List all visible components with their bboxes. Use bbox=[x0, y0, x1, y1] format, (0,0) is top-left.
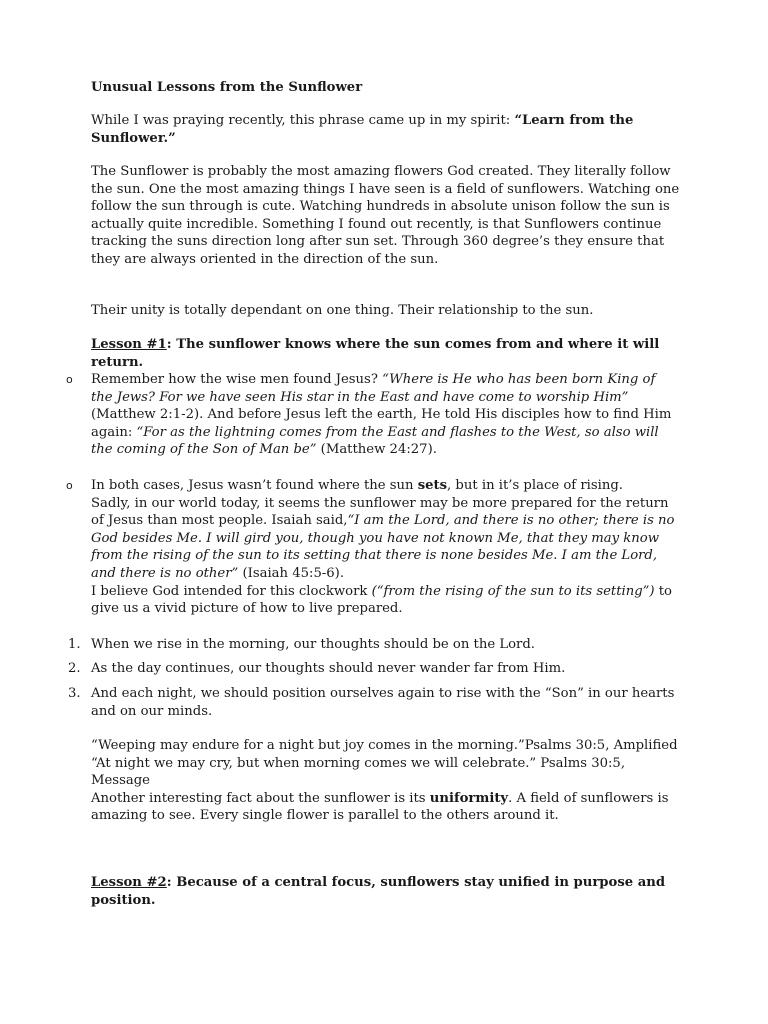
bullet-1-quote-matthew-2: “Where is He who has been born King of the Jews? For we have seen His star in the East and have come to worship Him” bbox=[91, 372, 656, 405]
believe-text: I believe God intended for this clockwork bbox=[91, 583, 372, 599]
bullet-marker: o bbox=[66, 479, 73, 492]
uniformity-text-2: . A field of sunflowers is amazing to see. Every single flower is parallel to the others around it. bbox=[91, 790, 669, 824]
intro-text: While I was praying recently, this phrase came up in my spirit: bbox=[91, 113, 515, 128]
list-number: 1. bbox=[68, 637, 81, 652]
lesson-2-colon: : bbox=[166, 875, 177, 890]
isaiah-ref: (Isaiah 45:5-6). bbox=[242, 565, 345, 581]
clockwork-quote: (“from the rising of the sun to its setting”) bbox=[371, 583, 655, 599]
list-number: 2. bbox=[68, 661, 81, 676]
lesson-1-text: The sunflower knows where the sun comes from and where it will return. bbox=[91, 337, 660, 370]
clockwork-paragraph bbox=[91, 583, 681, 618]
numbered-item-2 bbox=[68, 660, 681, 678]
bullet-item-wise-men bbox=[66, 371, 681, 459]
list-item-text: And each night, we should position ourselves again to rise with the “Son” in our hearts and on our minds. bbox=[91, 686, 675, 719]
intro-quote: “Learn from the Sunflower.” bbox=[91, 113, 634, 146]
isaiah-quote: “I am the Lord, and there is no other; there is no God besides Me. I will gird you, though you have not known Me, that they may know from the rising of the sun to its setting that there is none besides Me. I am the Lord, and there is no other” bbox=[91, 513, 675, 581]
lesson-1-colon: : bbox=[166, 337, 177, 352]
bullet-2-text-2: , but in it’s place of rising. bbox=[447, 478, 623, 493]
lesson-2-heading bbox=[91, 874, 681, 909]
document-title: Unusual Lessons from the Sunflower bbox=[91, 80, 363, 95]
uniformity-paragraph bbox=[91, 790, 681, 825]
lesson-1-label: Lesson #1 bbox=[91, 337, 167, 352]
bullet-1-quote-matthew-24: “For as the lightning comes from the East and flashes to the West, so also will the coming of the Son of Man be” bbox=[91, 424, 659, 458]
bullet-2-text: In both cases, Jesus wasn’t found where the sun bbox=[91, 478, 418, 493]
isaiah-paragraph bbox=[91, 495, 681, 583]
bullet-item-both-cases bbox=[66, 477, 681, 618]
lesson-1-heading bbox=[91, 336, 681, 371]
list-item-text: As the day continues, our thoughts should never wander far from Him. bbox=[91, 661, 566, 676]
list-number: 3. bbox=[68, 686, 81, 701]
unity-paragraph: Their unity is totally dependant on one thing. Their relationship to the sun. bbox=[91, 303, 594, 318]
bullet-2-first-line bbox=[91, 477, 681, 495]
quotes-block bbox=[91, 737, 681, 825]
bullet-2-bold-sets: sets bbox=[417, 478, 448, 493]
sunflower-paragraph: The Sunflower is probably the most amazing flowers God created. They literally follow the sun. One the most amazing things I have seen is a field of sunflowers. Watching one follow the sun through is cute. Watching hundreds in absolute unison follow the sun is actually quite incredible. Something I found out recently, is that Sunflowers continue tracking the suns direction long after sun set. Through 360 degree’s they ensure that they are always oriented in the direction of the sun. bbox=[91, 164, 680, 267]
clockwork-tail: to give us a vivid picture of how to live prepared. bbox=[91, 583, 672, 617]
bullet-1-text: Remember how the wise men found Jesus? bbox=[91, 372, 383, 387]
lesson-2-text: Because of a central focus, sunflowers stay unified in purpose and position. bbox=[91, 875, 666, 908]
bullet-1-text-2: And before Jesus left the earth, He told His disciples how to find Him again: bbox=[91, 407, 672, 440]
numbered-item-3 bbox=[68, 685, 681, 720]
bullet-1-ref-matthew-24: (Matthew 24:27). bbox=[320, 442, 437, 458]
quote-amplified: “Weeping may endure for a night but joy comes in the morning.”Psalms 30:5, Amplified bbox=[91, 738, 678, 753]
bullet-marker: o bbox=[66, 373, 73, 386]
list-item-text: When we rise in the morning, our thoughts should be on the Lord. bbox=[91, 637, 535, 652]
quote-message: “At night we may cry, but when morning comes we will celebrate.” Psalms 30:5, Message bbox=[91, 755, 626, 789]
uniformity-bold: uniformity bbox=[429, 790, 509, 806]
bullet-1-ref-matthew-2: (Matthew 2:1-2). bbox=[91, 407, 204, 423]
intro-paragraph bbox=[91, 112, 681, 147]
sadly-text: Sadly, in our world today, it seems the sunflower may be more prepared for the return of Jesus than most people. Isaiah said, bbox=[91, 495, 669, 529]
numbered-item-1 bbox=[68, 636, 681, 654]
lesson-2-label: Lesson #2 bbox=[91, 875, 167, 890]
uniformity-text: Another interesting fact about the sunflower is its bbox=[91, 790, 430, 806]
